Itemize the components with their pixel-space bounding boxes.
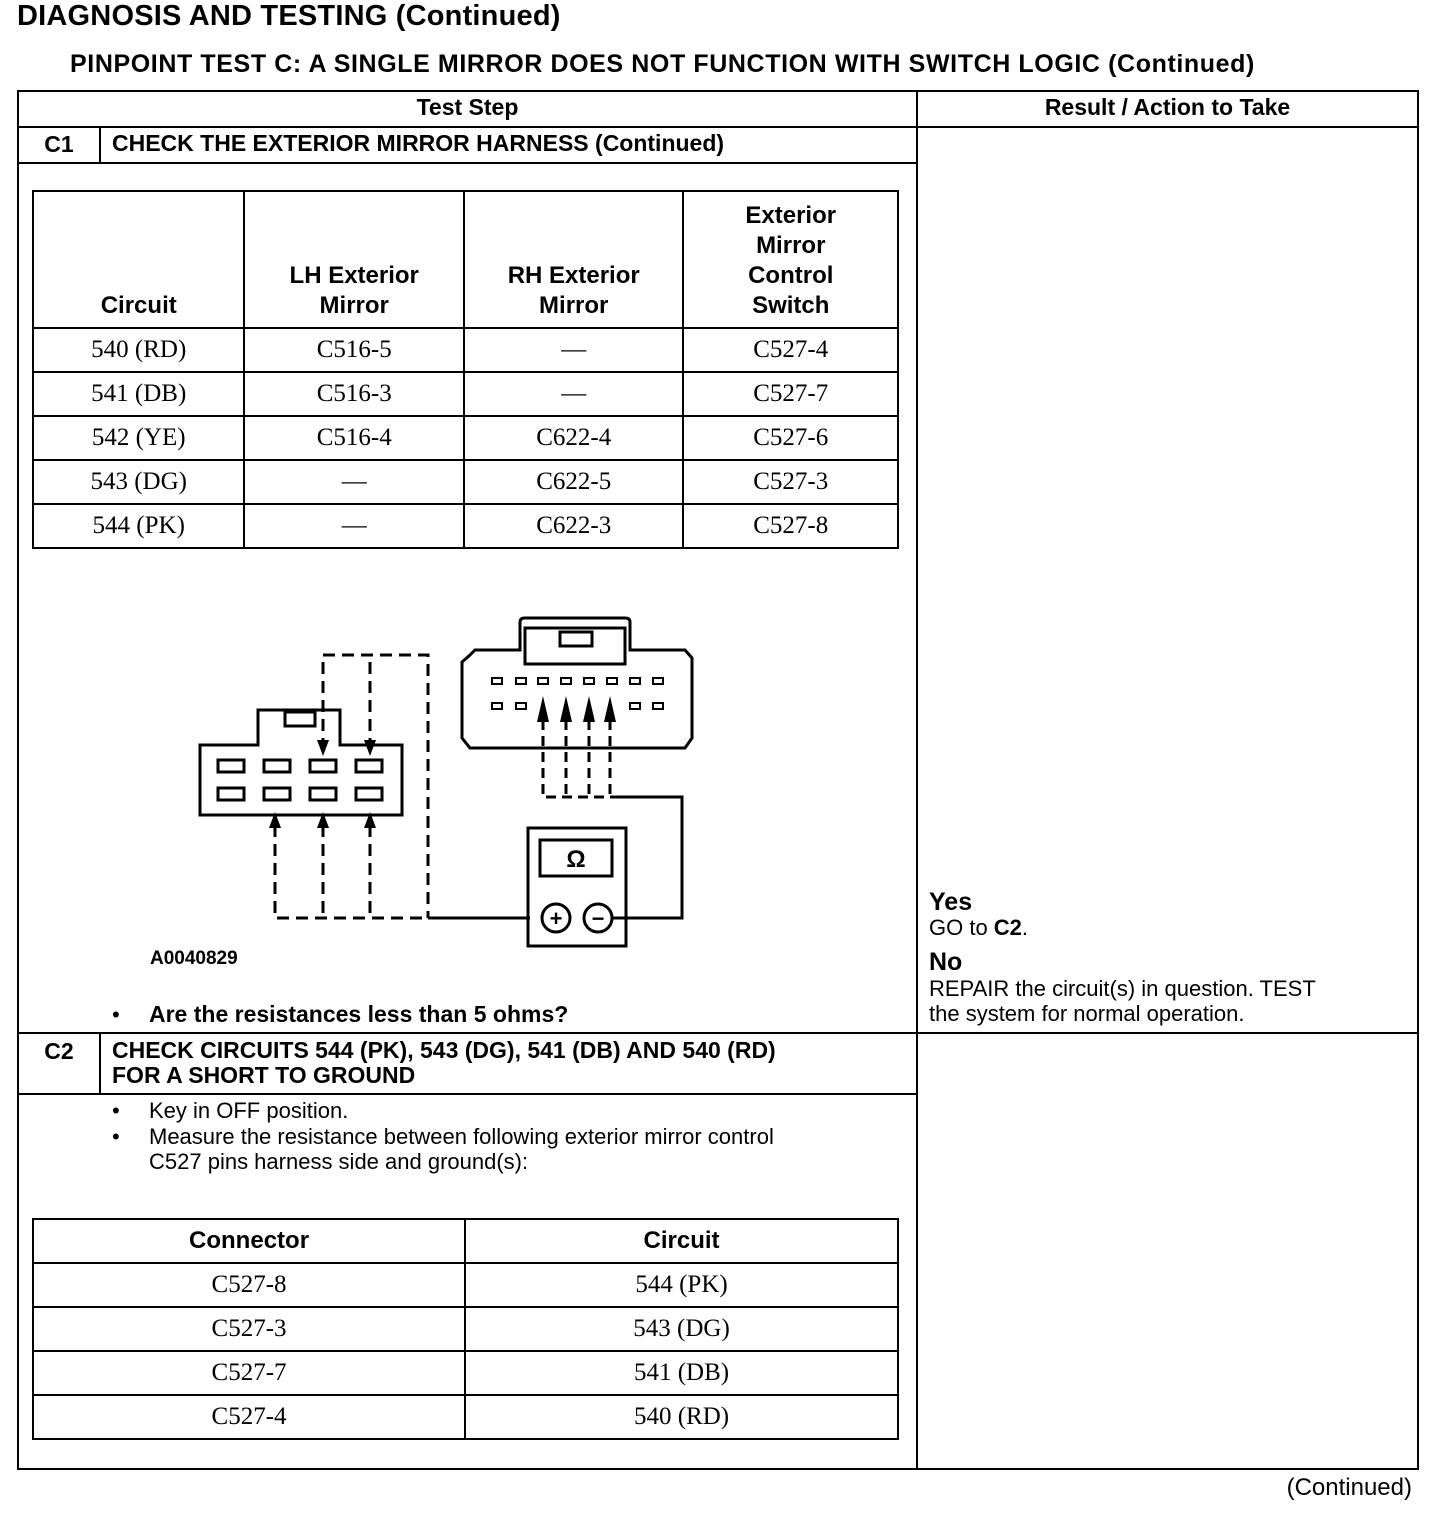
table-cell: C527-7 <box>683 372 898 416</box>
table-cell: — <box>244 460 464 504</box>
c2-bullet-2: Measure the resistance between following exterior mirror control C527 pins harness side and ground(s): <box>149 1124 774 1174</box>
rh-probe-leads <box>543 720 610 797</box>
table-cell: C527-7 <box>33 1351 465 1395</box>
c2-col-connector: Connector <box>33 1219 465 1263</box>
meter-minus-sign: − <box>591 906 605 931</box>
table-cell: C516-3 <box>244 372 464 416</box>
table-cell: C622-3 <box>464 504 684 548</box>
c2-table-header-row <box>33 1219 898 1263</box>
table-cell: C622-4 <box>464 416 684 460</box>
table-row <box>33 504 898 548</box>
c1-col-circuit: Circuit <box>33 191 244 328</box>
result-yes-text: GO to C2. <box>929 915 1029 940</box>
lh-mirror-connector-shape <box>200 710 402 815</box>
continued-footer: (Continued) <box>1286 1474 1412 1501</box>
bullet-marker: • <box>112 1124 120 1149</box>
step-c2-title: CHECK CIRCUITS 544 (PK), 543 (DG), 541 (DB) AND 540 (RD) FOR A SHORT TO GROUND <box>112 1037 776 1088</box>
table-cell: C527-4 <box>33 1395 465 1439</box>
result-no-text: REPAIR the circuit(s) in question. TEST the system for normal operation. <box>929 976 1316 1026</box>
step-c2-title-rule <box>17 1093 918 1095</box>
result-no-label: No <box>929 948 963 976</box>
table-cell: — <box>464 328 684 372</box>
table-row <box>33 1351 898 1395</box>
table-cell: 540 (RD) <box>33 328 244 372</box>
rh-mirror-connector-shape <box>462 618 692 748</box>
c1-col-control-switch: Exterior Mirror Control Switch <box>683 191 898 328</box>
frame-bottom <box>17 1468 1419 1470</box>
table-cell: 541 (DB) <box>33 372 244 416</box>
bullet-marker: • <box>112 1002 120 1027</box>
frame-top <box>17 90 1419 92</box>
table-row <box>33 1395 898 1439</box>
header-separator <box>17 126 1419 128</box>
frame-left <box>17 90 19 1470</box>
step-c1-id-divider <box>99 126 101 163</box>
pinpoint-test-title: PINPOINT TEST C: A SINGLE MIRROR DOES NOT FUNCTION WITH SWITCH LOGIC (Continued) <box>70 50 1255 78</box>
table-cell: C516-5 <box>244 328 464 372</box>
table-cell: 540 (RD) <box>465 1395 898 1439</box>
table-row <box>33 416 898 460</box>
harness-test-illustration <box>180 600 720 960</box>
table-cell: 543 (DG) <box>33 460 244 504</box>
meter-negative-lead <box>610 797 682 918</box>
step-c1-id: C1 <box>44 131 74 157</box>
step-c2-id-divider <box>99 1032 101 1094</box>
bullet-marker: • <box>112 1098 120 1123</box>
c1-col-rh-mirror: RH Exterior Mirror <box>464 191 684 328</box>
meter-plus-sign: + <box>549 906 563 931</box>
figure-id: A0040829 <box>150 948 238 969</box>
step-separator <box>17 1032 1419 1034</box>
table-row <box>33 328 898 372</box>
c1-table-header-row <box>33 191 898 328</box>
step-c1-title: CHECK THE EXTERIOR MIRROR HARNESS (Continued) <box>112 130 725 156</box>
table-cell: — <box>464 372 684 416</box>
table-cell: C527-3 <box>33 1307 465 1351</box>
lh-bottom-probe-leads <box>275 825 428 918</box>
c2-col-circuit: Circuit <box>465 1219 898 1263</box>
probe-arrowheads <box>269 696 616 828</box>
step-c2-id: C2 <box>44 1038 74 1064</box>
table-cell: 541 (DB) <box>465 1351 898 1395</box>
table-cell: 544 (PK) <box>33 504 244 548</box>
c1-question: Are the resistances less than 5 ohms? <box>149 1001 569 1027</box>
table-cell: — <box>244 504 464 548</box>
table-cell: C527-8 <box>683 504 898 548</box>
table-cell: 543 (DG) <box>465 1307 898 1351</box>
table-cell: C622-5 <box>464 460 684 504</box>
goto-step-link[interactable]: C2 <box>993 915 1022 940</box>
table-row <box>33 1263 898 1307</box>
table-cell: C527-8 <box>33 1263 465 1307</box>
ohm-symbol: Ω <box>566 846 586 873</box>
table-cell: C516-4 <box>244 416 464 460</box>
table-row <box>33 460 898 504</box>
c1-circuit-table <box>32 190 899 549</box>
c2-bullet-1: Key in OFF position. <box>149 1098 349 1123</box>
column-divider <box>916 90 918 1470</box>
table-cell: C527-6 <box>683 416 898 460</box>
step-c1-title-rule <box>17 162 918 164</box>
table-row <box>33 1307 898 1351</box>
c2-connector-table <box>32 1218 899 1440</box>
page-title: DIAGNOSIS AND TESTING (Continued) <box>17 0 561 32</box>
test-step-header: Test Step <box>416 94 519 120</box>
result-header: Result / Action to Take <box>1044 94 1291 120</box>
table-cell: 544 (PK) <box>465 1263 898 1307</box>
table-row <box>33 372 898 416</box>
result-yes-label: Yes <box>929 888 973 916</box>
table-cell: 542 (YE) <box>33 416 244 460</box>
frame-right <box>1417 90 1419 1470</box>
table-cell: C527-3 <box>683 460 898 504</box>
c1-col-lh-mirror: LH Exterior Mirror <box>244 191 464 328</box>
table-cell: C527-4 <box>683 328 898 372</box>
